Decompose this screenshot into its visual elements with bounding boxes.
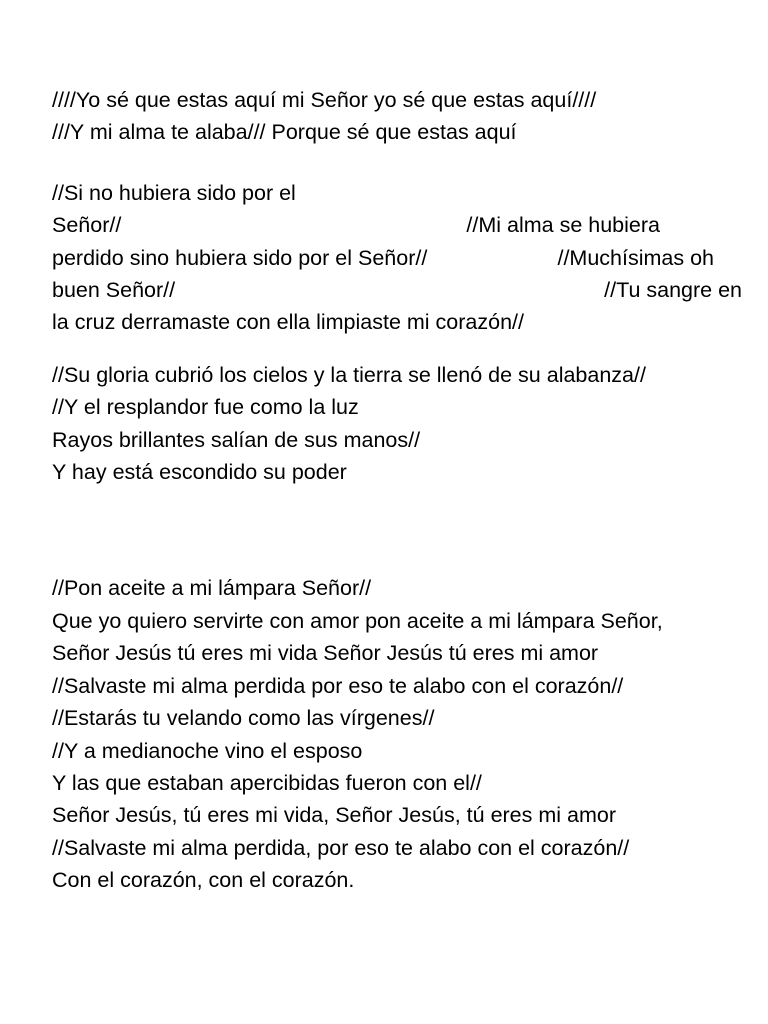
lyric-line-split bbox=[52, 274, 742, 306]
lyric-line: ////Yo sé que estas aquí mi Señor yo sé que estas aquí//// bbox=[52, 88, 597, 112]
lyric-line: Y hay está escondido su poder bbox=[52, 460, 347, 485]
lyric-line: Con el corazón, con el corazón. bbox=[52, 868, 355, 893]
lyric-line-left: Señor// bbox=[52, 213, 122, 238]
stanza-3 bbox=[52, 359, 742, 489]
lyric-line: //Si no hubiera sido por el bbox=[52, 180, 296, 205]
lyric-line: Señor Jesús, tú eres mi vida, Señor Jesús, tú eres mi amor bbox=[52, 803, 617, 828]
lyric-line-right: //Mi alma se hubiera bbox=[466, 213, 660, 238]
lyric-line: //Pon aceite a mi lámpara Señor// bbox=[52, 576, 372, 601]
lyric-line: ///Y mi alma te alaba/// Porque sé que estas aquí bbox=[52, 120, 517, 145]
stanza-spacer bbox=[52, 339, 742, 359]
lyric-line-split bbox=[52, 209, 742, 241]
lyric-line: //Su gloria cubrió los cielos y la tierra se llenó de su alabanza// bbox=[52, 362, 646, 387]
stanza-spacer bbox=[52, 488, 742, 572]
lyric-line-split bbox=[52, 242, 742, 274]
stanza-spacer bbox=[52, 149, 742, 177]
stanza-4 bbox=[52, 572, 742, 896]
lyric-line-right: //Tu sangre en bbox=[604, 278, 742, 303]
lyric-line: //Estarás tu velando como las vírgenes// bbox=[52, 706, 435, 731]
lyric-line: //Salvaste mi alma perdida por eso te alabo con el corazón// bbox=[52, 673, 624, 698]
lyric-line-left: perdido sino hubiera sido por el Señor// bbox=[52, 245, 428, 270]
stanza-1 bbox=[52, 84, 742, 149]
stanza-2 bbox=[52, 177, 742, 339]
lyric-line: //Y el resplandor fue como la luz bbox=[52, 395, 359, 420]
lyric-line: Señor Jesús tú eres mi vida Señor Jesús tú eres mi amor bbox=[52, 641, 599, 666]
lyric-line: //Y a medianoche vino el esposo bbox=[52, 738, 363, 763]
lyric-line: Y las que estaban apercibidas fueron con el// bbox=[52, 770, 482, 795]
lyrics-document bbox=[52, 84, 742, 897]
lyric-line-left: buen Señor// bbox=[52, 278, 176, 303]
lyric-line: Rayos brillantes salían de sus manos// bbox=[52, 427, 421, 452]
lyric-line: Que yo quiero servirte con amor pon aceite a mi lámpara Señor, bbox=[52, 608, 663, 633]
lyric-line: la cruz derramaste con ella limpiaste mi corazón// bbox=[52, 310, 524, 335]
lyric-line-right: //Muchísimas oh bbox=[557, 245, 714, 270]
lyric-line: //Salvaste mi alma perdida, por eso te alabo con el corazón// bbox=[52, 835, 630, 860]
